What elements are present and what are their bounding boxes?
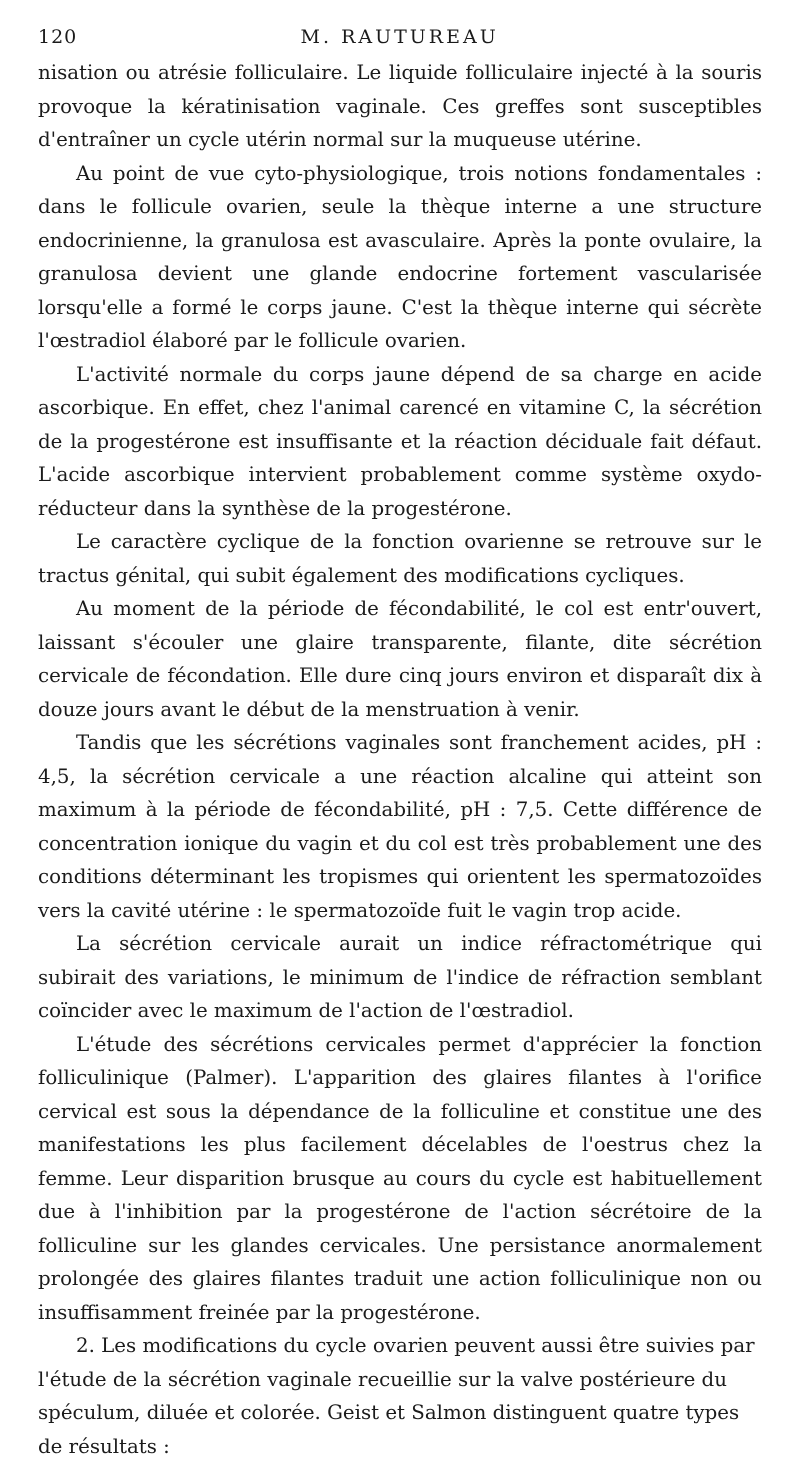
running-header <box>38 26 762 48</box>
paragraph: L'étude des sécrétions cervicales permet d'apprécier la fonction folliculinique (Palmer). L'apparition des glaires filantes à l'orifice cervical est sous la dépendance de la folliculine et constitue une des manifestations les plus facilement décelables de l'oestrus chez la femme. Leur disparition brusque au cours du cycle est habituellement due à l'inhibition par la progestérone de l'action sécrétoire de la folliculine sur les glandes cervicales. Une persistance anormalement prolongée des glaires filantes traduit une action folliculinique non ou insuffisamment freinée par la progestérone. <box>38 1032 762 1324</box>
paragraph: Au moment de la période de fécondabilité, le col est entr'ouvert, laissant s'écouler une glaire transparente, filante, dite sécrétion cervicale de fécondation. Elle dure cinq jours environ et disparaît dix à douze jours avant le début de la menstruation à venir. <box>38 597 762 721</box>
paragraph: Au point de vue cyto-physiologique, trois notions fondamentales : dans le follicule ovarien, seule la thèque interne a une structure endocrinienne, la granulosa est avasculaire. Après la ponte ovulaire, la granulosa devient une glande endocrine fortement vascularisée lorsqu'elle a formé le corps jaune. C'est la thèque interne qui sécrète l'œstradiol élaboré par le follicule ovarien. <box>38 161 762 352</box>
document-page <box>38 26 762 1463</box>
page-number: 120 <box>38 26 78 48</box>
body-text <box>38 56 762 1463</box>
paragraph: L'activité normale du corps jaune dépend de sa charge en acide ascorbique. En effet, chez l'animal carencé en vitamine C, la sécrétion de la progestérone est insuffisante et la réaction déciduale fait défaut. L'acide ascorbique intervient probablement comme système oxydo-réducteur dans la synthèse de la progestérone. <box>38 362 762 520</box>
paragraph: 2. Les modifications du cycle ovarien peuvent aussi être suivies par l'étude de la sécrétion vaginale recueillie sur la valve postérieure du spéculum, diluée et colorée. Geist et Salmon distinguent quatre types de résultats : <box>38 1334 755 1458</box>
paragraph: La sécrétion cervicale aurait un indice réfractométrique qui subirait des variations, le minimum de l'indice de réfraction semblant coïncider avec le maximum de l'action de l'œstradiol. <box>38 932 762 1022</box>
running-head-author: M. RAUTUREAU <box>300 26 499 48</box>
paragraph: Le caractère cyclique de la fonction ovarienne se retrouve sur le tractus génital, qui subit également des modifications cycliques. <box>38 530 762 587</box>
paragraph: Tandis que les sécrétions vaginales sont franchement acides, pH : 4,5, la sécrétion cervicale a une réaction alcaline qui atteint son maximum à la période de fécondabilité, pH : 7,5. Cette différence de concentration ionique du vagin et du col est très probablement une des conditions déterminant les tropismes qui orientent les spermatozoïdes vers la cavité utérine : le spermatozoïde fuit le vagin trop acide. <box>38 731 762 922</box>
paragraph: nisation ou atrésie folliculaire. Le liquide folliculaire injecté à la souris provoque la kératinisation vaginale. Ces greffes sont susceptibles d'entraîner un cycle utérin normal sur la muqueuse utérine. <box>38 61 762 151</box>
